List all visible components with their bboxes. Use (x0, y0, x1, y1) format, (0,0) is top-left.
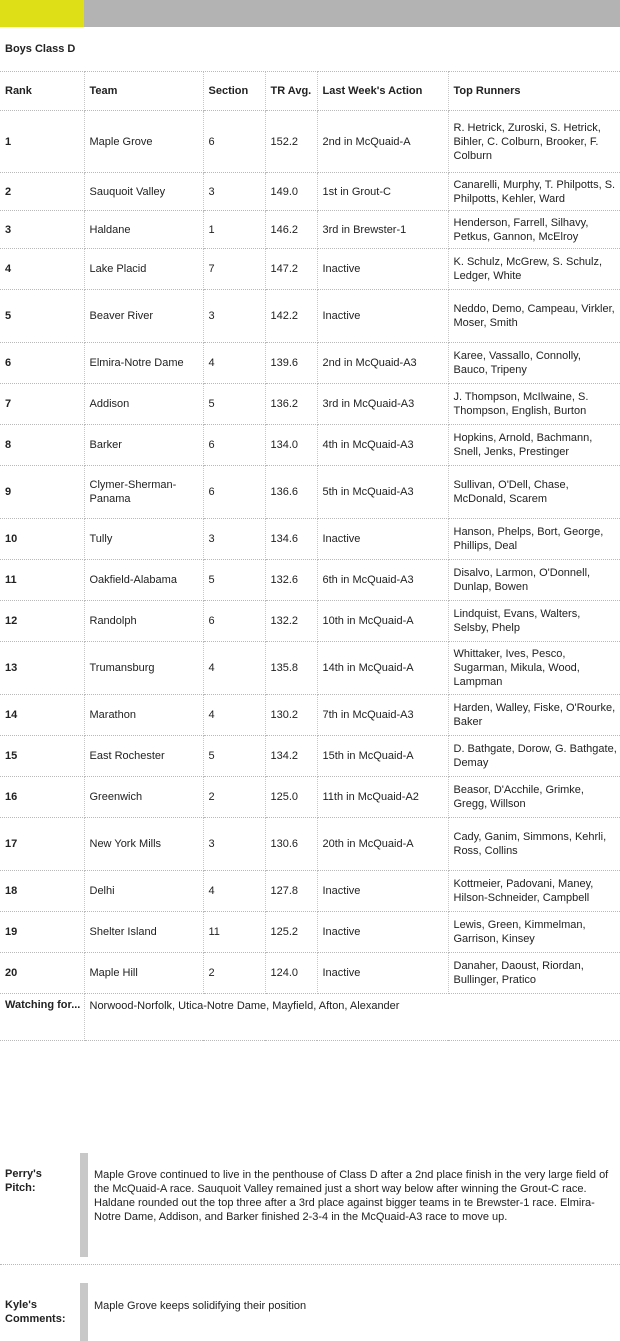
rank-cell: 2 (0, 173, 84, 211)
tr-avg-cell: 127.8 (265, 871, 317, 912)
header-section: Section (203, 72, 265, 111)
header-tr-avg: TR Avg. (265, 72, 317, 111)
team-cell: East Rochester (84, 736, 203, 777)
team-cell: Addison (84, 384, 203, 425)
team-cell: Barker (84, 425, 203, 466)
section-cell: 4 (203, 871, 265, 912)
section-cell: 2 (203, 777, 265, 818)
team-cell: Beaver River (84, 290, 203, 343)
watching-label: Watching for... (0, 994, 84, 1041)
team-cell: Delhi (84, 871, 203, 912)
tr-avg-cell: 125.2 (265, 912, 317, 953)
tr-avg-cell: 136.6 (265, 466, 317, 519)
last-week-cell: 11th in McQuaid-A2 (317, 777, 448, 818)
table-title: Boys Class D (0, 27, 620, 72)
top-runners-cell: Beasor, D'Acchile, Grimke, Gregg, Willson (448, 777, 620, 818)
last-week-cell: Inactive (317, 249, 448, 290)
top-runners-cell: Hanson, Phelps, Bort, George, Phillips, Deal (448, 519, 620, 560)
section-cell: 2 (203, 953, 265, 994)
kyles-comments-text: Maple Grove keeps solidifying their position (94, 1300, 307, 1312)
ranking-rows (0, 111, 620, 994)
table-row (0, 343, 620, 384)
header-top-runners: Top Runners (448, 72, 620, 111)
tr-avg-cell: 146.2 (265, 211, 317, 249)
watching-text: Norwood-Norfolk, Utica-Notre Dame, Mayfield, Afton, Alexander (84, 994, 620, 1041)
top-runners-cell: Lindquist, Evans, Walters, Selsby, Phelp (448, 601, 620, 642)
perrys-pitch-bar (80, 1153, 88, 1257)
kyles-comments-section (0, 1283, 620, 1341)
watching-row (0, 994, 620, 1041)
tr-avg-cell: 130.6 (265, 818, 317, 871)
team-cell: Sauquoit Valley (84, 173, 203, 211)
banner-accent (0, 0, 84, 27)
table-row (0, 818, 620, 871)
last-week-cell: Inactive (317, 290, 448, 343)
last-week-cell: 5th in McQuaid-A3 (317, 466, 448, 519)
header-rank: Rank (0, 72, 84, 111)
tr-avg-cell: 142.2 (265, 290, 317, 343)
tr-avg-cell: 149.0 (265, 173, 317, 211)
last-week-cell: 15th in McQuaid-A (317, 736, 448, 777)
rank-cell: 9 (0, 466, 84, 519)
table-row (0, 601, 620, 642)
rank-cell: 17 (0, 818, 84, 871)
last-week-cell: 7th in McQuaid-A3 (317, 695, 448, 736)
perrys-pitch-section (0, 1153, 620, 1258)
team-cell: Tully (84, 519, 203, 560)
section-cell: 7 (203, 249, 265, 290)
top-runners-cell: Cady, Ganim, Simmons, Kehrli, Ross, Collins (448, 818, 620, 871)
team-cell: Greenwich (84, 777, 203, 818)
rank-cell: 16 (0, 777, 84, 818)
top-banner (0, 0, 620, 27)
kyles-comments-bar (80, 1283, 88, 1341)
perrys-pitch-text: Maple Grove continued to live in the penthouse of Class D after a 2nd place finish in the very large field of the McQuaid-A race. Sauquoit Valley remained just a short way below after winning the Grout-C race. Haldane rounded out the top three after a 3rd place against bigger teams in te Brewster-1 race. Elmira-Notre Dame, Addison, and Barker finished 2-3-4 in the McQuaid-A3 race to move up. (94, 1169, 609, 1223)
tr-avg-cell: 132.6 (265, 560, 317, 601)
rank-cell: 7 (0, 384, 84, 425)
last-week-cell: 20th in McQuaid-A (317, 818, 448, 871)
top-runners-cell: J. Thompson, McIlwaine, S. Thompson, English, Burton (448, 384, 620, 425)
top-runners-cell: Karee, Vassallo, Connolly, Bauco, Tripeny (448, 343, 620, 384)
rank-cell: 20 (0, 953, 84, 994)
section-cell: 11 (203, 912, 265, 953)
perrys-pitch-label: Perry's Pitch: (5, 1168, 42, 1194)
rank-cell: 18 (0, 871, 84, 912)
top-runners-cell: Henderson, Farrell, Silhavy, Petkus, Gannon, McElroy (448, 211, 620, 249)
section-cell: 5 (203, 560, 265, 601)
rank-cell: 11 (0, 560, 84, 601)
team-cell: Trumansburg (84, 642, 203, 695)
team-cell: New York Mills (84, 818, 203, 871)
last-week-cell: 6th in McQuaid-A3 (317, 560, 448, 601)
top-runners-cell: Whittaker, Ives, Pesco, Sugarman, Mikula, Wood, Lampman (448, 642, 620, 695)
top-runners-cell: Hopkins, Arnold, Bachmann, Snell, Jenks, Prestinger (448, 425, 620, 466)
team-cell: Maple Grove (84, 111, 203, 173)
rank-cell: 12 (0, 601, 84, 642)
top-runners-cell: Sullivan, O'Dell, Chase, McDonald, Scarem (448, 466, 620, 519)
table-row (0, 695, 620, 736)
header-team: Team (84, 72, 203, 111)
top-runners-cell: Danaher, Daoust, Riordan, Bullinger, Pratico (448, 953, 620, 994)
last-week-cell: 2nd in McQuaid-A3 (317, 343, 448, 384)
section-cell: 6 (203, 601, 265, 642)
rank-cell: 6 (0, 343, 84, 384)
table-row (0, 173, 620, 211)
rank-cell: 15 (0, 736, 84, 777)
rank-cell: 1 (0, 111, 84, 173)
team-cell: Shelter Island (84, 912, 203, 953)
section-cell: 5 (203, 384, 265, 425)
last-week-cell: 3rd in Brewster-1 (317, 211, 448, 249)
rank-cell: 13 (0, 642, 84, 695)
rank-cell: 10 (0, 519, 84, 560)
top-runners-cell: K. Schulz, McGrew, S. Schulz, Ledger, White (448, 249, 620, 290)
rank-cell: 19 (0, 912, 84, 953)
tr-avg-cell: 134.2 (265, 736, 317, 777)
team-cell: Marathon (84, 695, 203, 736)
table-row (0, 466, 620, 519)
team-cell: Maple Hill (84, 953, 203, 994)
top-runners-cell: Kottmeier, Padovani, Maney, Hilson-Schneider, Campbell (448, 871, 620, 912)
tr-avg-cell: 147.2 (265, 249, 317, 290)
section-cell: 5 (203, 736, 265, 777)
last-week-cell: 1st in Grout-C (317, 173, 448, 211)
team-cell: Haldane (84, 211, 203, 249)
team-cell: Lake Placid (84, 249, 203, 290)
tr-avg-cell: 134.6 (265, 519, 317, 560)
top-runners-cell: Neddo, Demo, Campeau, Virkler, Moser, Smith (448, 290, 620, 343)
table-row (0, 912, 620, 953)
section-cell: 3 (203, 519, 265, 560)
section-cell: 6 (203, 425, 265, 466)
table-row (0, 519, 620, 560)
table-row (0, 111, 620, 173)
table-row (0, 290, 620, 343)
tr-avg-cell: 152.2 (265, 111, 317, 173)
top-runners-cell: Canarelli, Murphy, T. Philpotts, S. Philpotts, Kehler, Ward (448, 173, 620, 211)
rank-cell: 3 (0, 211, 84, 249)
table-row (0, 211, 620, 249)
last-week-cell: 10th in McQuaid-A (317, 601, 448, 642)
rankings-container (0, 27, 620, 1041)
section-cell: 3 (203, 173, 265, 211)
table-row (0, 736, 620, 777)
tr-avg-cell: 125.0 (265, 777, 317, 818)
tr-avg-cell: 135.8 (265, 642, 317, 695)
header-last-week: Last Week's Action (317, 72, 448, 111)
table-row (0, 249, 620, 290)
team-cell: Elmira-Notre Dame (84, 343, 203, 384)
top-runners-cell: R. Hetrick, Zuroski, S. Hetrick, Bihler, C. Colburn, Brooker, F. Colburn (448, 111, 620, 173)
table-row (0, 425, 620, 466)
tr-avg-cell: 124.0 (265, 953, 317, 994)
last-week-cell: 2nd in McQuaid-A (317, 111, 448, 173)
rank-cell: 8 (0, 425, 84, 466)
rankings-table (0, 27, 620, 1041)
table-title-row (0, 27, 620, 72)
team-cell: Oakfield-Alabama (84, 560, 203, 601)
table-row (0, 384, 620, 425)
last-week-cell: 14th in McQuaid-A (317, 642, 448, 695)
table-header-row (0, 72, 620, 111)
last-week-cell: Inactive (317, 953, 448, 994)
tr-avg-cell: 136.2 (265, 384, 317, 425)
top-runners-cell: D. Bathgate, Dorow, G. Bathgate, Demay (448, 736, 620, 777)
section-cell: 6 (203, 111, 265, 173)
section-cell: 1 (203, 211, 265, 249)
table-row (0, 560, 620, 601)
last-week-cell: Inactive (317, 912, 448, 953)
tr-avg-cell: 134.0 (265, 425, 317, 466)
tr-avg-cell: 130.2 (265, 695, 317, 736)
tr-avg-cell: 132.2 (265, 601, 317, 642)
tr-avg-cell: 139.6 (265, 343, 317, 384)
table-row (0, 642, 620, 695)
last-week-cell: 4th in McQuaid-A3 (317, 425, 448, 466)
section-cell: 3 (203, 818, 265, 871)
rank-cell: 4 (0, 249, 84, 290)
kyles-comments-label: Kyle's Comments: (5, 1299, 66, 1325)
banner-bar (84, 0, 620, 27)
table-row (0, 871, 620, 912)
rank-cell: 5 (0, 290, 84, 343)
top-runners-cell: Lewis, Green, Kimmelman, Garrison, Kinsey (448, 912, 620, 953)
team-cell: Clymer-Sherman-Panama (84, 466, 203, 519)
last-week-cell: 3rd in McQuaid-A3 (317, 384, 448, 425)
table-row (0, 777, 620, 818)
section-cell: 6 (203, 466, 265, 519)
team-cell: Randolph (84, 601, 203, 642)
last-week-cell: Inactive (317, 871, 448, 912)
section-cell: 4 (203, 343, 265, 384)
section-cell: 3 (203, 290, 265, 343)
rank-cell: 14 (0, 695, 84, 736)
section-cell: 4 (203, 695, 265, 736)
top-runners-cell: Disalvo, Larmon, O'Donnell, Dunlap, Bowen (448, 560, 620, 601)
last-week-cell: Inactive (317, 519, 448, 560)
top-runners-cell: Harden, Walley, Fiske, O'Rourke, Baker (448, 695, 620, 736)
section-cell: 4 (203, 642, 265, 695)
table-row (0, 953, 620, 994)
section-divider (0, 1264, 620, 1265)
